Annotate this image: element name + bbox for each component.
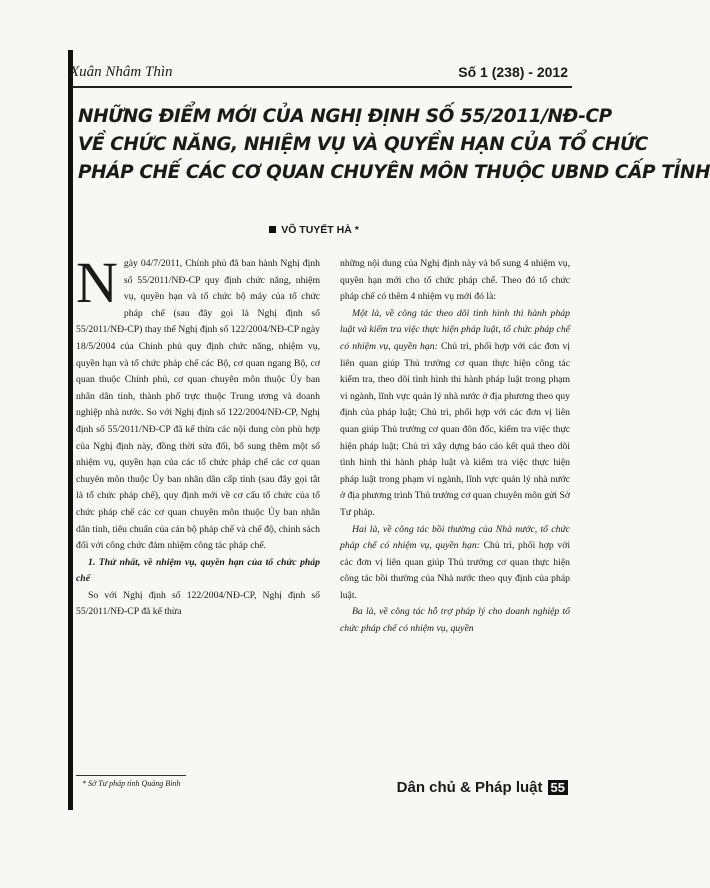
footnote: * Sở Tư pháp tỉnh Quảng Bình [82, 779, 181, 788]
left-paragraph-2: So với Nghị định số 122/2004/NĐ-CP, Nghị định số 55/2011/NĐ-CP đã kế thừa [76, 589, 320, 618]
point-two-body: Chủ trì, phối hợp với các đơn vị liên quan giúp Thủ trưởng cơ quan thực hiện công tác bồi thường của Nhà nước theo quy định của pháp luật. [340, 540, 571, 601]
title-line-3: PHÁP CHẾ CÁC CƠ QUAN CHUYÊN MÔN THUỘC UBND CẤP TỈNH [78, 162, 710, 183]
page-footer [397, 779, 568, 796]
header-issue-name: Xuân Nhâm Thìn [70, 64, 173, 80]
right-paragraph-3 [340, 522, 570, 605]
binding-edge [68, 50, 73, 810]
title-line-2: VỀ CHỨC NĂNG, NHIỆM VỤ VÀ QUYỀN HẠN CỦA TỔ CHỨC [78, 134, 648, 155]
footnote-rule [76, 775, 186, 776]
article-title [78, 103, 710, 187]
point-one-body: Chủ trì, phối hợp với các đơn vị liên quan giúp Thủ trưởng cơ quan thực hiện công tác kiểm tra, theo dõi tình hình thi hành pháp luật trong phạm vi ngành, lĩnh vực quản lý nhà nước ở địa phương theo quy định của pháp luật; Chủ trì, phối hợp với các đơn vị liên quan giúp Thủ trưởng cơ quan đôn đốc, kiểm tra việc thực hiện pháp luật; Chủ trì xây dựng báo cáo kết quả theo dõi tình hình thi hành pháp luật và kiểm tra việc thực hiện pháp luật trong phạm vi ngành, lĩnh vực quản lý nhà nước ở địa phương trình Thủ trưởng cơ quan chuyên môn gửi Sở Tư pháp. [340, 340, 570, 518]
point-two-lead: Hai là, về công tác bồi thường của Nhà nước, tổ chức pháp chế có nhiệm vụ, quyền hạn: [340, 523, 570, 552]
bullet-square-icon [269, 226, 276, 233]
intro-text: gày 04/7/2011, Chính phủ đã ban hành Nghị định số 55/2011/NĐ-CP quy định chức năng, nhiệm vụ, quyền hạn và tổ chức bộ máy của tổ chức pháp chế (sau đây gọi là Nghị định số 55/2011/NĐ-CP) thay thế Nghị định số 122/2004/NĐ-CP ngày 18/5/2004 của Chính phủ quy định chức năng, nhiệm vụ, quyền hạn và tổ chức pháp chế các Bộ, cơ quan ngang Bộ, cơ quan thuộc Chính phủ, cơ quan chuyên môn thuộc Ủy ban nhân dân tỉnh, thành phố trực thuộc Trung ương và doanh nghiệp nhà nước. So với Nghị định số 122/2004/NĐ-CP, Nghị định số 55/2011/NĐ-CP đã kế thừa các nội dung còn phù hợp của Nghị định này, đồng thời sửa đổi, bổ sung thêm một số nhiệm vụ, quyền hạn của các tổ chức pháp chế các cơ quan chuyên môn thuộc Ủy ban nhân dân cấp tỉnh (sau đây gọi tắt là tổ chức pháp chế), quy định mới về cơ cấu tổ chức của tổ chức pháp chế các cơ quan chuyên môn thuộc Ủy ban nhân dân tỉnh, tiêu chuẩn của cán bộ pháp chế và chế độ, chính sách đối với công chức đảm nhiệm công tác pháp chế. [76, 258, 320, 552]
author-line [0, 224, 628, 236]
intro-paragraph [76, 250, 320, 555]
magazine-name: Dân chủ & Pháp luật [396, 779, 543, 796]
title-line-1: NHỮNG ĐIỂM MỚI CỦA NGHỊ ĐỊNH SỐ 55/2011/NĐ-CP [78, 106, 612, 127]
right-paragraph-2 [340, 306, 570, 522]
page-number: 55 [548, 780, 568, 795]
drop-cap: N [76, 250, 118, 315]
section-heading-1: 1. Thứ nhất, về nhiệm vụ, quyền hạn của tổ chức pháp chế [76, 556, 320, 585]
left-column [76, 250, 320, 621]
right-paragraph-1: những nội dung của Nghị định này và bổ sung 4 nhiệm vụ, quyền hạn mới cho tổ chức pháp chế. Theo đó tổ chức pháp chế có thêm 4 nhiệm vụ mới đó là: [340, 258, 570, 303]
right-column [340, 256, 570, 638]
author-name: VÕ TUYẾT HÀ * [281, 224, 359, 236]
point-one-lead: Một là, về công tác theo dõi tình hình thi hành pháp luật và kiểm tra việc thực hiện pháp luật, tổ chức pháp chế có nhiệm vụ, quyền hạn: [340, 307, 570, 352]
header-issue-number: Số 1 (238) - 2012 [458, 64, 568, 80]
point-three-lead: Ba là, về công tác hỗ trợ pháp lý cho doanh nghiệp tổ chức pháp chế có nhiệm vụ, quyền [340, 606, 570, 635]
right-paragraph-4 [340, 604, 570, 637]
header-rule [72, 86, 572, 88]
